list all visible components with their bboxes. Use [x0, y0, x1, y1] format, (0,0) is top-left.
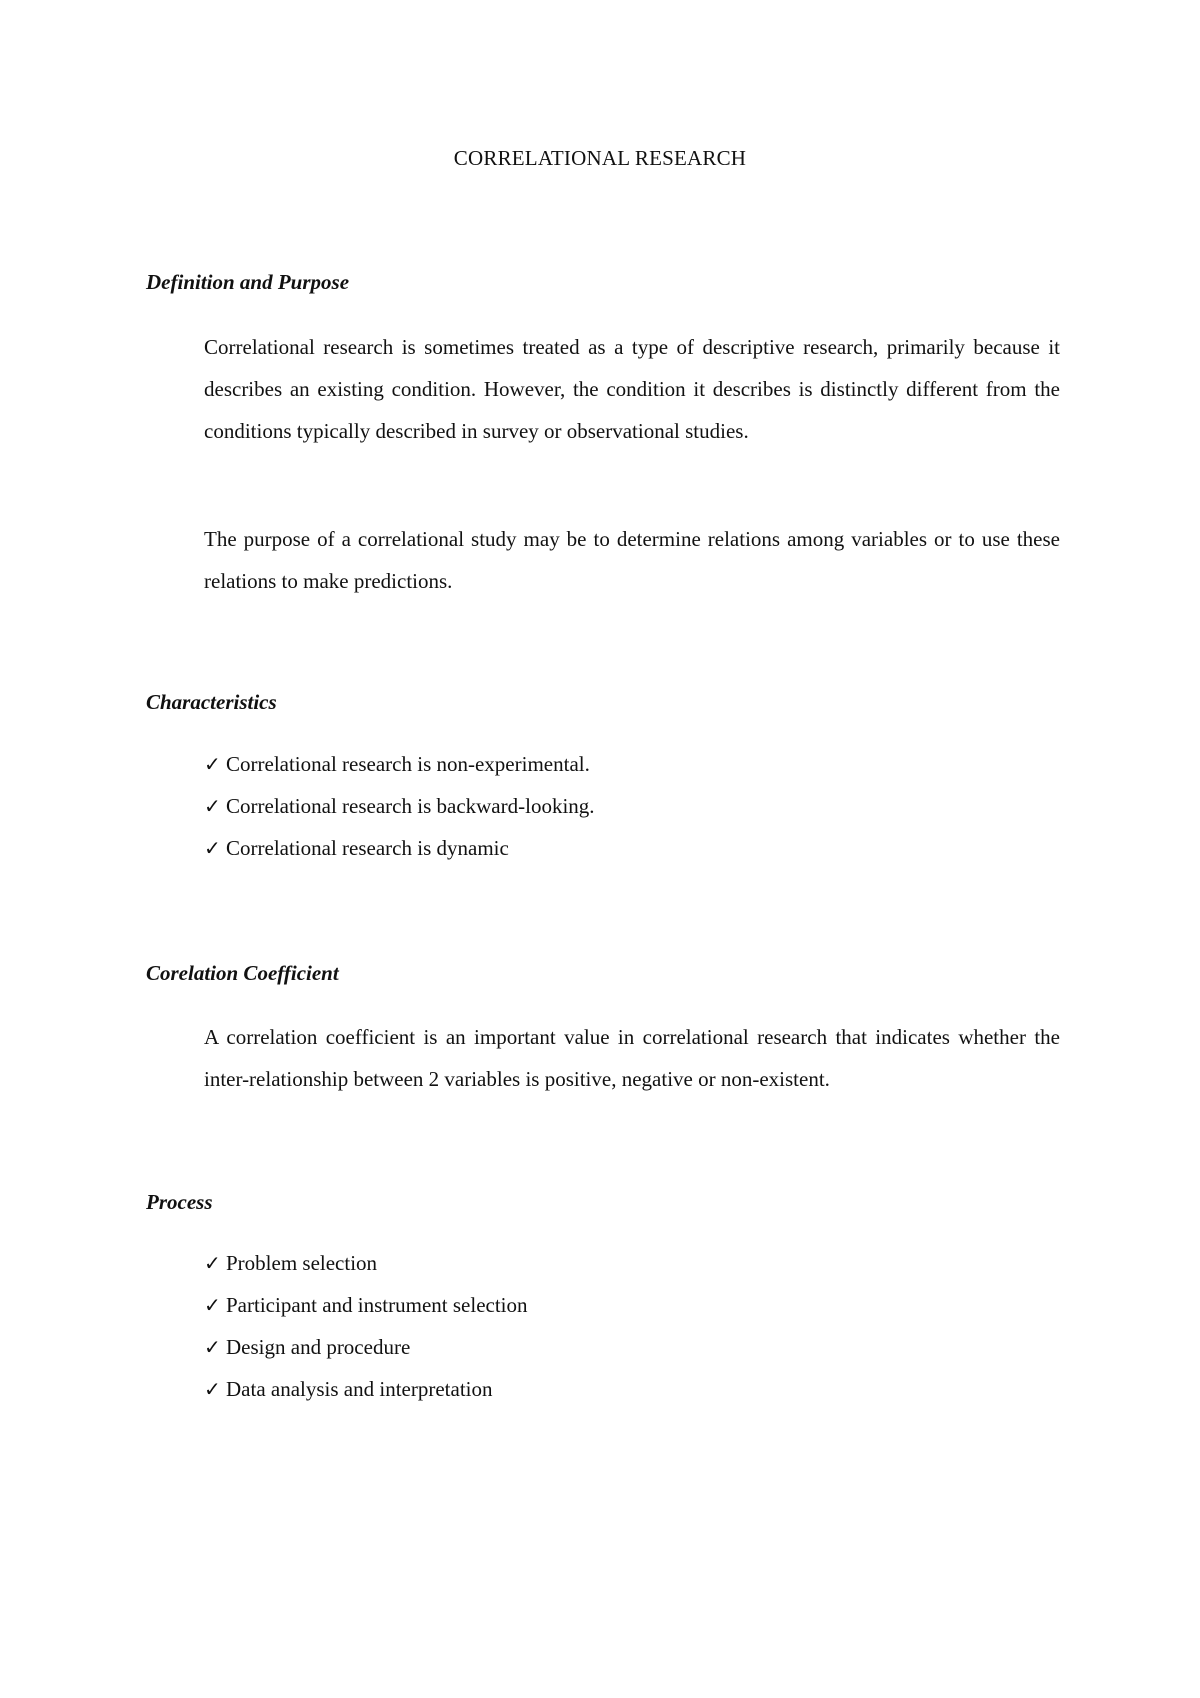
section-heading-characteristics: Characteristics — [146, 690, 277, 714]
check-icon: ✓ — [204, 836, 221, 860]
list-item — [204, 827, 595, 869]
definition-paragraph-1: Correlational research is sometimes treated as a type of descriptive research, primarily because it describes an existing condition. However, the condition it describes is distinctly different from the conditions typically described in survey or observational studies. — [204, 335, 1060, 443]
list-item — [204, 743, 595, 785]
check-icon: ✓ — [204, 794, 221, 818]
page-title: CORRELATIONAL RESEARCH — [453, 146, 747, 170]
list-item — [204, 1326, 528, 1368]
section-heading-process: Process — [146, 1190, 213, 1214]
check-icon: ✓ — [204, 1335, 221, 1359]
check-icon: ✓ — [204, 1251, 221, 1275]
check-icon: ✓ — [204, 752, 221, 776]
list-item-text: Correlational research is dynamic — [226, 836, 509, 860]
section-heading-coefficient: Corelation Coefficient — [146, 961, 339, 985]
check-icon: ✓ — [204, 1377, 221, 1401]
list-item — [204, 1368, 528, 1410]
list-item-text: Correlational research is backward-looking. — [226, 794, 595, 818]
check-icon: ✓ — [204, 1293, 221, 1317]
coefficient-paragraph: A correlation coefficient is an important value in correlational research that indicates whether the inter-relationship between 2 variables is positive, negative or non-existent. — [204, 1025, 1060, 1091]
list-item-text: Design and procedure — [226, 1335, 411, 1359]
list-item — [204, 1242, 528, 1284]
process-list — [204, 1242, 528, 1410]
list-item-text: Problem selection — [226, 1251, 378, 1275]
list-item-text: Participant and instrument selection — [226, 1293, 528, 1317]
section-heading-definition: Definition and Purpose — [146, 270, 350, 294]
list-item — [204, 1284, 528, 1326]
characteristics-list — [204, 743, 595, 869]
list-item-text: Data analysis and interpretation — [226, 1377, 493, 1401]
list-item — [204, 785, 595, 827]
definition-paragraph-2: The purpose of a correlational study may be to determine relations among variables or to use these relations to make predictions. — [204, 527, 1060, 593]
list-item-text: Correlational research is non-experimental. — [226, 752, 590, 776]
